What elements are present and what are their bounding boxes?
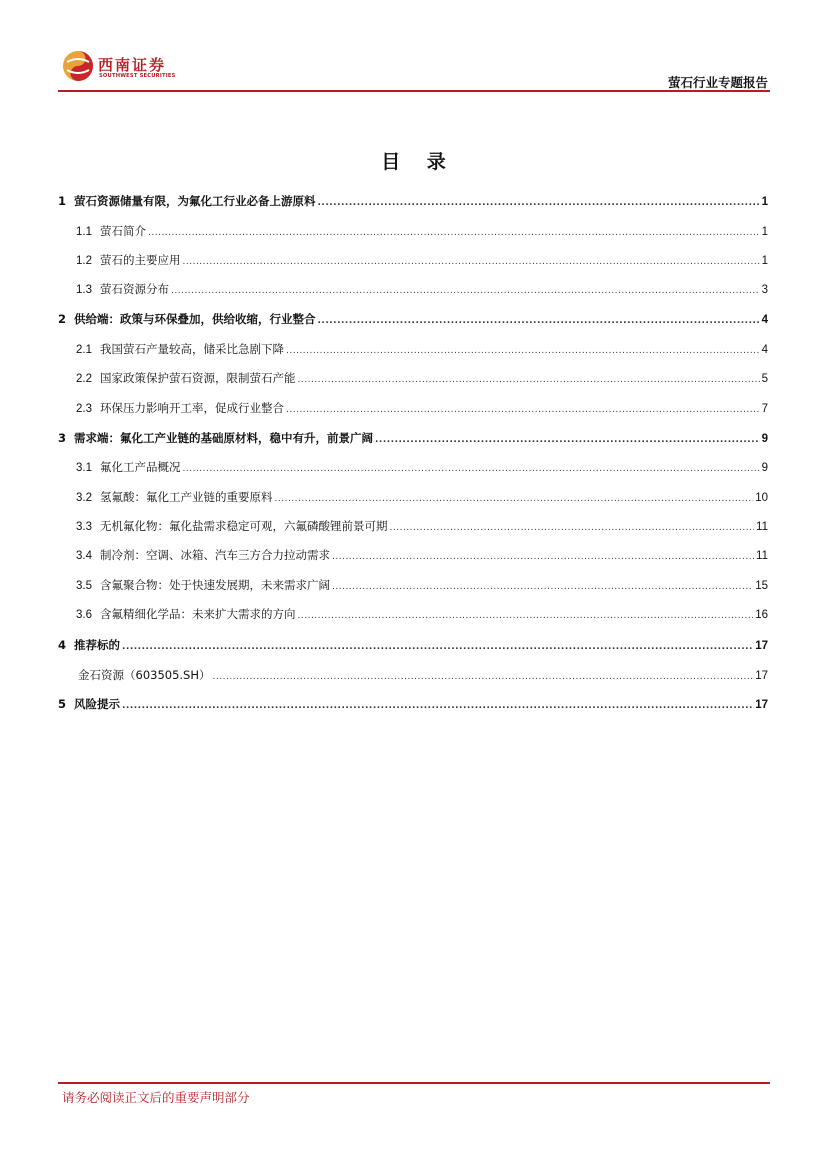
toc-dot-leader <box>122 642 753 652</box>
toc-dot-leader <box>298 611 754 621</box>
toc-heading: 目 录 <box>381 151 456 173</box>
toc-entry[interactable] <box>58 370 768 388</box>
toc-entry-number: 3.4 <box>76 550 92 562</box>
toc-dot-leader <box>286 405 760 415</box>
toc-entry-title: 我国萤石产量较高，储采比急剧下降 <box>100 342 284 356</box>
toc-entry-number: 5 <box>58 697 67 711</box>
toc-entry-number: 2 <box>58 312 67 326</box>
toc-dot-leader <box>318 198 760 208</box>
toc-dot-leader <box>213 672 754 682</box>
toc-entry-page: 7 <box>761 403 768 415</box>
toc-entry-page: 15 <box>755 580 768 592</box>
toc-entry-page: 17 <box>755 640 768 652</box>
toc-entry-number: 3 <box>58 431 67 445</box>
toc-entry-number: 3.3 <box>76 521 92 533</box>
toc-entry-title: 环保压力影响开工率，促成行业整合 <box>100 401 284 415</box>
toc-entry-title: 萤石简介 <box>100 224 146 238</box>
toc-entry-title: 氢氟酸：氟化工产业链的重要原料 <box>100 490 273 504</box>
toc-entry-number: 2.3 <box>76 403 92 415</box>
toc-entry-page: 11 <box>756 550 768 562</box>
toc-dot-leader <box>171 286 760 296</box>
toc-entry-title: 国家政策保护萤石资源，限制萤石产能 <box>100 371 296 385</box>
toc-entry-page: 5 <box>761 373 768 385</box>
toc-entry[interactable] <box>58 311 768 329</box>
toc-entry-page: 1 <box>761 255 768 267</box>
toc-entry-title: 无机氟化物：氟化盐需求稳定可观，六氟磷酸锂前景可期 <box>100 519 388 533</box>
toc-entry-page: 9 <box>761 462 768 474</box>
page-header <box>0 0 827 95</box>
toc-entry[interactable] <box>58 459 768 477</box>
toc-entry-page: 1 <box>761 196 768 208</box>
toc-entry-page: 16 <box>755 609 768 621</box>
toc-dot-leader <box>183 257 760 267</box>
toc-entry-number: 3.2 <box>76 492 92 504</box>
toc-dot-leader <box>375 435 760 445</box>
toc-entry-title: 推荐标的 <box>74 638 120 652</box>
toc-entry-title: 金石资源（603505.SH） <box>78 668 211 682</box>
toc-entry[interactable] <box>58 223 768 241</box>
toc-entry[interactable] <box>58 430 768 448</box>
toc-entry-title: 需求端：氟化工产业链的基础原材料，稳中有升，前景广阔 <box>74 431 373 445</box>
toc-entry[interactable] <box>58 637 768 655</box>
toc-entry[interactable] <box>58 489 768 507</box>
toc-dot-leader <box>122 701 753 711</box>
toc-entry-page: 11 <box>756 521 768 533</box>
toc-entry-number: 3.5 <box>76 580 92 592</box>
toc-entry[interactable] <box>58 577 768 595</box>
toc-dot-leader <box>332 582 753 592</box>
toc-entry-page: 4 <box>761 314 768 326</box>
toc-entry-page: 4 <box>761 344 768 356</box>
toc-entry-number: 2.1 <box>76 344 92 356</box>
toc-entry-number: 1.3 <box>76 284 92 296</box>
header-divider <box>58 90 770 92</box>
toc-dot-leader <box>286 346 760 356</box>
toc-entry-number: 3.6 <box>76 609 92 621</box>
footer-divider <box>58 1082 770 1084</box>
toc-entry-number: 1.1 <box>76 226 92 238</box>
toc-entry-page: 9 <box>761 433 768 445</box>
toc-entry-title: 萤石资源储量有限，为氟化工行业必备上游原料 <box>74 194 316 208</box>
toc-entry-title: 制冷剂：空调、冰箱、汽车三方合力拉动需求 <box>100 548 330 562</box>
toc-entry-title: 萤石的主要应用 <box>100 253 181 267</box>
toc-dot-leader <box>275 494 754 504</box>
toc-entry-title: 含氟精细化学品：未来扩大需求的方向 <box>100 607 296 621</box>
toc-entry-number: 1 <box>58 194 67 208</box>
toc-entry[interactable] <box>58 281 768 299</box>
toc-entry[interactable] <box>58 400 768 418</box>
toc-entry-title: 含氟聚合物：处于快速发展期，未来需求广阔 <box>100 578 330 592</box>
toc-entry-number: 2.2 <box>76 373 92 385</box>
toc-entry-page: 1 <box>761 226 768 238</box>
toc-entry-number: 1.2 <box>76 255 92 267</box>
report-title: 萤石行业专题报告 <box>667 75 768 90</box>
toc-entry[interactable] <box>58 518 768 536</box>
toc-entry-number: 3.1 <box>76 462 92 474</box>
footer-disclaimer: 请务必阅读正文后的重要声明部分 <box>62 1090 250 1105</box>
toc-dot-leader <box>332 552 754 562</box>
toc-dot-leader <box>390 523 755 533</box>
toc-entry[interactable] <box>58 341 768 359</box>
toc-entry-page: 17 <box>755 670 768 682</box>
toc-dot-leader <box>183 464 760 474</box>
toc-entry-page: 3 <box>761 284 768 296</box>
toc-entry-title: 供给端：政策与环保叠加，供给收缩，行业整合 <box>74 312 316 326</box>
logo-emblem-icon <box>62 50 94 82</box>
toc-entry[interactable] <box>58 696 768 714</box>
toc-entry-title: 氟化工产品概况 <box>100 460 181 474</box>
toc-dot-leader <box>148 228 760 238</box>
toc-entry[interactable] <box>58 606 768 624</box>
toc-entry-page: 17 <box>755 699 768 711</box>
toc-entry[interactable] <box>58 547 768 565</box>
toc-entry-page: 10 <box>755 492 768 504</box>
toc-dot-leader <box>298 375 760 385</box>
toc-entry[interactable] <box>58 252 768 270</box>
logo-chinese-name: 西南证券 <box>98 56 167 74</box>
company-logo <box>62 50 176 84</box>
toc-entry-number: 4 <box>58 638 67 652</box>
toc-entry[interactable] <box>58 193 768 211</box>
toc-entry[interactable] <box>58 667 768 685</box>
logo-english-name: SOUTHWEST SECURITIES <box>99 73 176 79</box>
toc-entry-title: 风险提示 <box>74 697 120 711</box>
toc-dot-leader <box>318 316 760 326</box>
toc-entry-title: 萤石资源分布 <box>100 282 169 296</box>
